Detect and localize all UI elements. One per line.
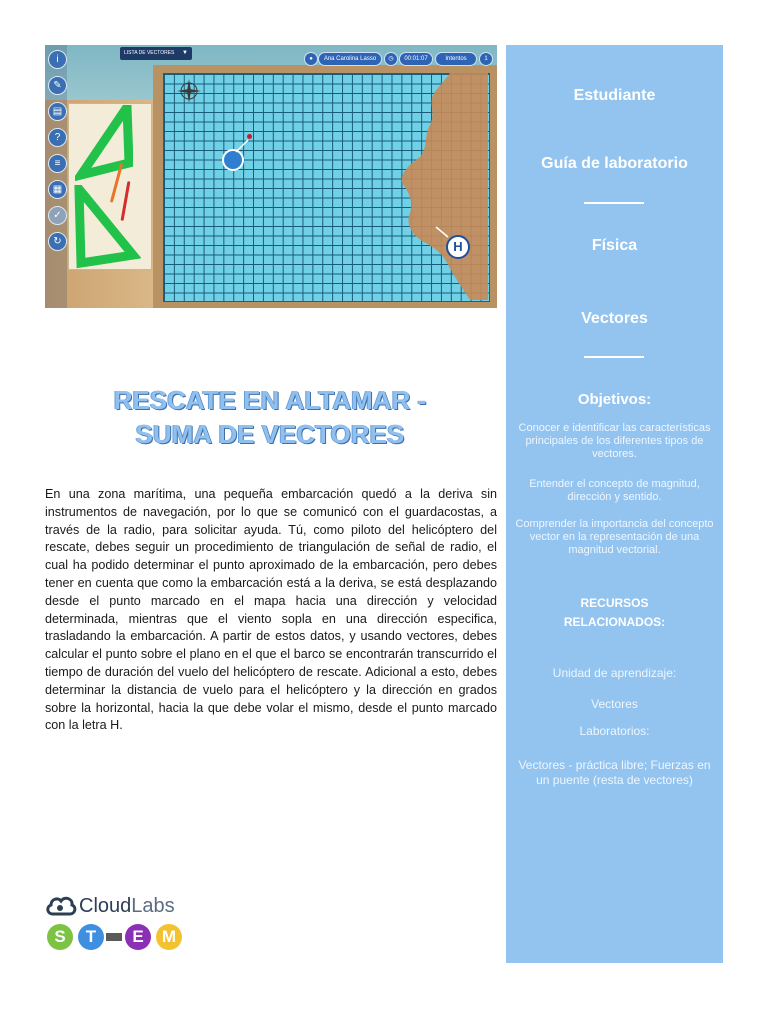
- body-paragraph: En una zona marítima, una pequeña embarcación quedó a la deriva sin instrumentos de navegación, por lo que se comunicó con el guardacostas, a través de la radio, para solicitar ayuda. Tú, como piloto del helicóptero del rescate, debes seguir un procedimiento de triangulación de señal de radio, el cual ha podido determinar el punto aproximado de la embarcación, pero debes tener en cuenta que como la embarcación está a la deriva, se está desplazando desde el punto marcado en el mapa hacia una dirección y velocidad determinada, mientras que el viento sopla en una dirección especifica, trasladando la embarcación. A partir de estos datos, y usando vectores, debes calcular el punto sobre el plano en el que el barco se encontrarán transcurrido el tiempo de duración del vuelo del helicóptero de rescate. Adicional a esto, debes determinar la distancia de vuelo para el helicóptero y la dirección en grados sobre la horizontal, hacia la que debe volar el mismo, desde el punto marcado con la letra H.: [45, 487, 497, 733]
- stem-letter-t: T: [78, 924, 104, 950]
- refresh-icon[interactable]: ↻: [48, 232, 67, 251]
- cloud-icon: [45, 894, 77, 918]
- user-name-badge: Ana Carolina Lasso: [318, 52, 382, 66]
- page-title: [45, 383, 495, 451]
- clipboard-icon[interactable]: ▤: [48, 102, 67, 121]
- logo-wordmark: [79, 894, 175, 918]
- sidebar-guide: Guía de laboratorio: [541, 155, 688, 172]
- attempts-count: 1: [479, 52, 493, 66]
- drift-arrow: [235, 137, 251, 153]
- pencil-icon[interactable]: ✎: [48, 76, 67, 95]
- info-sidebar: [506, 45, 723, 963]
- coastline-land: [400, 73, 488, 300]
- logo-word-labs: Labs: [131, 895, 175, 917]
- objective-item: Comprender la importancia del concepto vector en la representación de una magnitud vectorial.: [515, 518, 714, 556]
- chevron-down-icon: ▼: [182, 50, 188, 56]
- resources-title: RELACIONADOS:: [563, 615, 666, 629]
- book-icon[interactable]: ≡: [48, 154, 67, 173]
- clock-icon: ◷: [384, 52, 398, 66]
- title-line: SUMA DE VECTORES: [135, 419, 405, 449]
- vectors-list-dropdown[interactable]: [120, 47, 192, 60]
- sidebar-student: Estudiante: [573, 87, 656, 104]
- logo-word-cloud: Cloud: [79, 895, 132, 917]
- logo-connector: [106, 933, 122, 941]
- objective-item: Entender el concepto de magnitud, dirección y sentido.: [529, 478, 700, 503]
- check-icon[interactable]: ✓: [48, 206, 67, 225]
- labs-value: Vectores - práctica libre; Fuerzas en un puente (resta de vectores): [518, 758, 711, 787]
- divider: [584, 356, 644, 358]
- objectives-title: Objetivos:: [577, 391, 652, 408]
- set-square-bottom: [71, 185, 141, 269]
- divider: [584, 202, 644, 204]
- objective-item: Conocer e identificar las características principales de los diferentes tipos de vectores.: [518, 422, 711, 460]
- labs-label: Laboratorios:: [579, 724, 650, 738]
- sidebar-topic: Vectores: [581, 310, 648, 327]
- compass-rose-icon: [177, 79, 201, 103]
- user-icon: ●: [304, 52, 318, 66]
- cloudlabs-stem-logo: [45, 894, 190, 956]
- title-line: RESCATE EN ALTAMAR -: [113, 385, 427, 415]
- sidebar-subject: Física: [591, 237, 638, 254]
- stem-letter-m: M: [156, 924, 182, 950]
- info-icon[interactable]: i: [48, 50, 67, 69]
- help-icon[interactable]: ?: [48, 128, 67, 147]
- simulation-screenshot: [45, 45, 497, 308]
- unit-value: Vectores: [591, 697, 638, 711]
- timer-badge: 00:01:07: [399, 52, 433, 66]
- resources-title: RECURSOS: [580, 596, 649, 610]
- attempts-label: Intentos: [435, 52, 477, 66]
- set-square-top: [75, 105, 133, 185]
- unit-label: Unidad de aprendizaje:: [552, 666, 677, 680]
- boat-position-marker: [247, 134, 252, 139]
- stem-letter-e: E: [125, 924, 151, 950]
- vectors-list-label: LISTA DE VECTORES: [124, 50, 175, 56]
- stem-letter-s: S: [47, 924, 73, 950]
- calculator-icon[interactable]: ▦: [48, 180, 67, 199]
- helipad-marker[interactable]: H: [446, 235, 470, 259]
